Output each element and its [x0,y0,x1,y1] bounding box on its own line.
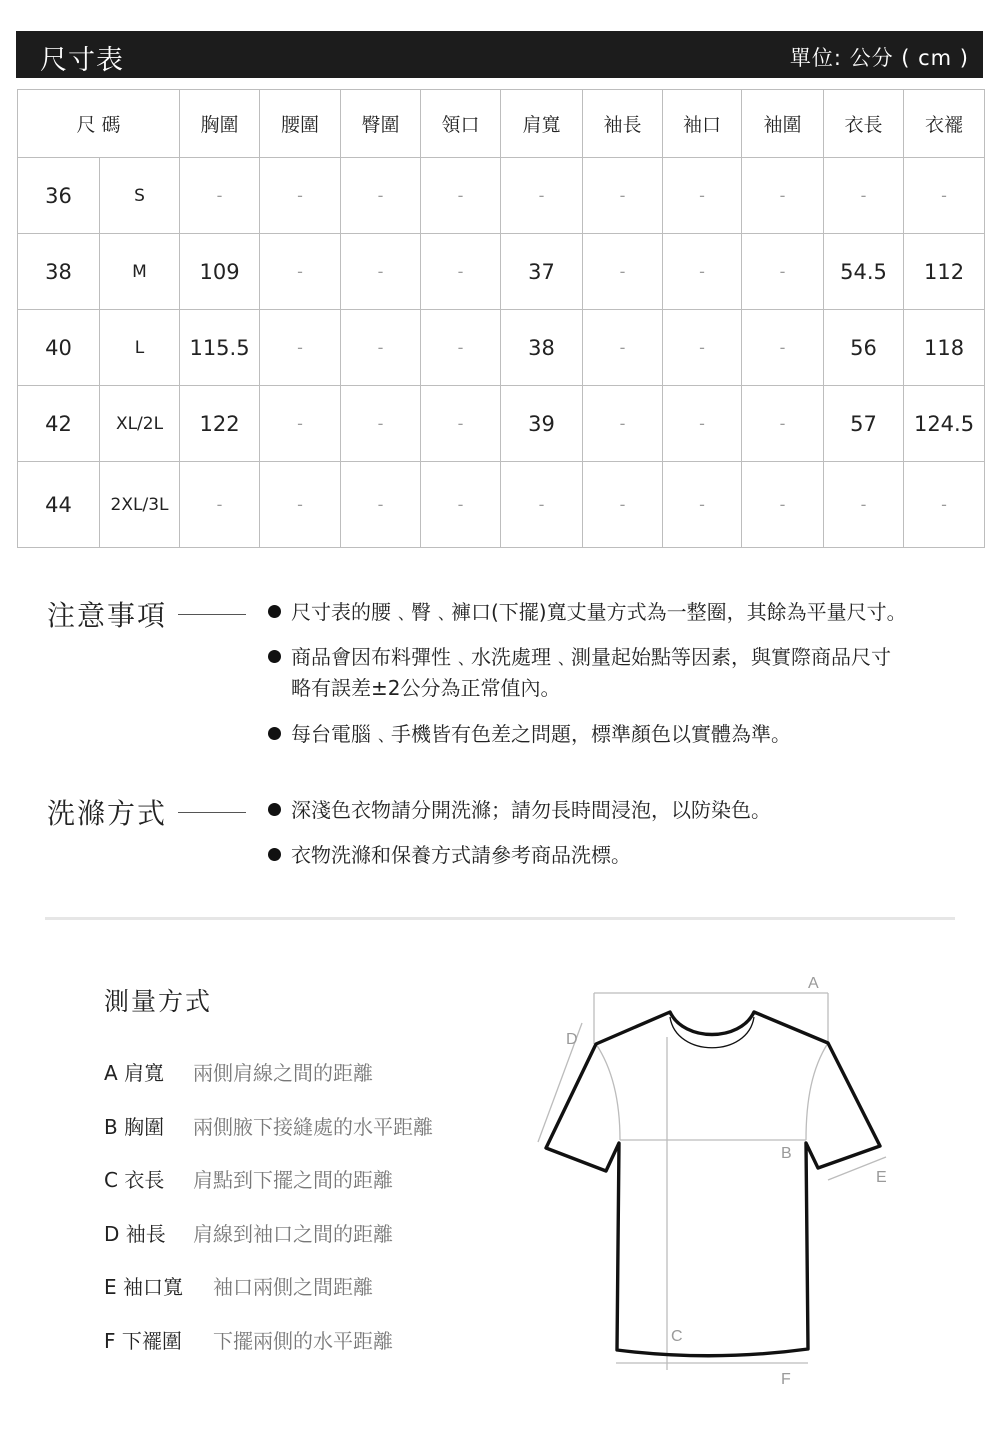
table-row [18,158,985,234]
bullet-icon [268,605,281,618]
measurement-cell: 109 [180,234,260,310]
measurement-cell: - [904,158,985,234]
column-header: 衣襬 [904,90,985,158]
notice-item: 商品會因布料彈性﹑水洗處理﹑測量起始點等因素，與實際商品尺寸 略有誤差±2公分為正常值內。 [268,642,891,704]
column-header: 領口 [421,90,501,158]
size-label-cell: XL/2L [100,386,180,462]
measurement-cell: - [742,310,824,386]
measurement-cell: - [824,158,904,234]
measurement-cell: - [742,386,824,462]
size-number-cell: 40 [18,310,100,386]
measurement-cell: - [180,462,260,548]
size-label-cell: L [100,310,180,386]
size-label-cell: M [100,234,180,310]
size-column-header: 尺 碼 [18,90,180,158]
measurement-cell: - [904,462,985,548]
size-chart-title: 尺寸表 [40,45,124,76]
armhole-seam-left [596,1044,620,1140]
tshirt-measurement-diagram [530,965,900,1395]
measurement-cell: - [421,386,501,462]
size-table [17,89,985,548]
washing-title: 洗滌方式 [47,797,168,830]
table-row [18,234,985,310]
notice-item: 每台電腦﹑手機皆有色差之問題，標準顏色以實體為準。 [268,719,791,750]
measurement-cell: 37 [501,234,583,310]
column-header: 袖圍 [742,90,824,158]
label-f: F [781,1371,791,1388]
unit-label: 單位: 公分 ( cm ) [789,46,969,70]
measurement-cell: - [583,462,663,548]
section-divider [45,917,955,920]
washing-item: 深淺色衣物請分開洗滌；請勿長時間浸泡，以防染色。 [268,795,771,826]
column-header: 腰圍 [260,90,341,158]
bullet-icon [268,848,281,861]
size-label-cell: 2XL/3L [100,462,180,548]
measurement-item: E 袖口寬 袖口兩側之間距離 [104,1275,373,1299]
measurement-cell: - [663,234,742,310]
measurement-cell: - [421,234,501,310]
measurement-title: 測量方式 [104,987,213,1016]
measurement-cell: - [341,310,421,386]
size-number-cell: 42 [18,386,100,462]
washing-divider-line [178,812,246,813]
notice-title: 注意事項 [47,599,168,632]
measurement-item: C 衣長 肩點到下擺之間的距離 [104,1168,393,1192]
notice-divider-line [178,614,246,615]
measurement-cell: 118 [904,310,985,386]
column-header: 臀圍 [341,90,421,158]
measurement-cell: - [742,158,824,234]
measurement-cell: - [663,158,742,234]
measurement-cell: - [260,462,341,548]
measurement-cell: - [260,234,341,310]
table-header-row [18,90,985,158]
measurement-cell: - [501,462,583,548]
measurement-cell: 38 [501,310,583,386]
column-header: 衣長 [824,90,904,158]
measurement-cell: 115.5 [180,310,260,386]
measurement-cell: - [341,386,421,462]
label-c: C [671,1328,683,1345]
column-header: 袖長 [583,90,663,158]
table-row [18,310,985,386]
measurement-cell: - [501,158,583,234]
bullet-icon [268,727,281,740]
measurement-cell: - [421,310,501,386]
washing-item: 衣物洗滌和保養方式請參考商品洗標。 [268,840,631,871]
measurement-cell: - [421,158,501,234]
measurement-cell: 112 [904,234,985,310]
measurement-cell: - [341,158,421,234]
size-chart-header [16,31,983,78]
size-number-cell: 44 [18,462,100,548]
measurement-cell: - [341,234,421,310]
table-row [18,386,985,462]
measurement-cell: - [583,310,663,386]
measurement-item: D 袖長 肩線到袖口之間的距離 [104,1222,393,1246]
column-header: 肩寬 [501,90,583,158]
measurement-cell: - [583,234,663,310]
measurement-item: B 胸圍 兩側腋下接縫處的水平距離 [104,1115,433,1139]
notice-item: 尺寸表的腰﹑臀﹑褲口(下擺)寬丈量方式為一整圈，其餘為平量尺寸。 [268,597,907,628]
tshirt-outline [546,1012,880,1356]
column-header: 胸圍 [180,90,260,158]
bullet-icon [268,650,281,663]
measurement-cell: - [824,462,904,548]
neckline-inner [670,1017,754,1048]
measurement-cell: - [260,386,341,462]
measurement-item: A 肩寬 兩側肩線之間的距離 [104,1061,373,1085]
size-label-cell: S [100,158,180,234]
measurement-cell: - [663,386,742,462]
measurement-item: F 下襬圍 下擺兩側的水平距離 [104,1329,393,1353]
label-a: A [808,975,819,992]
measurement-cell: - [260,158,341,234]
measurement-cell: 124.5 [904,386,985,462]
label-d: D [566,1031,578,1048]
measurement-cell: 56 [824,310,904,386]
measurement-cell: - [742,462,824,548]
measurement-cell: - [663,310,742,386]
armhole-seam-right [806,1043,828,1140]
table-row [18,462,985,548]
measurement-cell: - [742,234,824,310]
bullet-icon [268,803,281,816]
measurement-cell: 122 [180,386,260,462]
measurement-cell: - [583,386,663,462]
measurement-cell: - [663,462,742,548]
measurement-cell: 57 [824,386,904,462]
measurement-cell: 39 [501,386,583,462]
measurement-cell: - [341,462,421,548]
measurement-cell: - [260,310,341,386]
label-e: E [876,1169,887,1186]
column-header: 袖口 [663,90,742,158]
measurement-cell: - [583,158,663,234]
size-number-cell: 38 [18,234,100,310]
measurement-cell: - [180,158,260,234]
label-b: B [781,1145,792,1162]
measurement-cell: - [421,462,501,548]
measurement-cell: 54.5 [824,234,904,310]
size-number-cell: 36 [18,158,100,234]
